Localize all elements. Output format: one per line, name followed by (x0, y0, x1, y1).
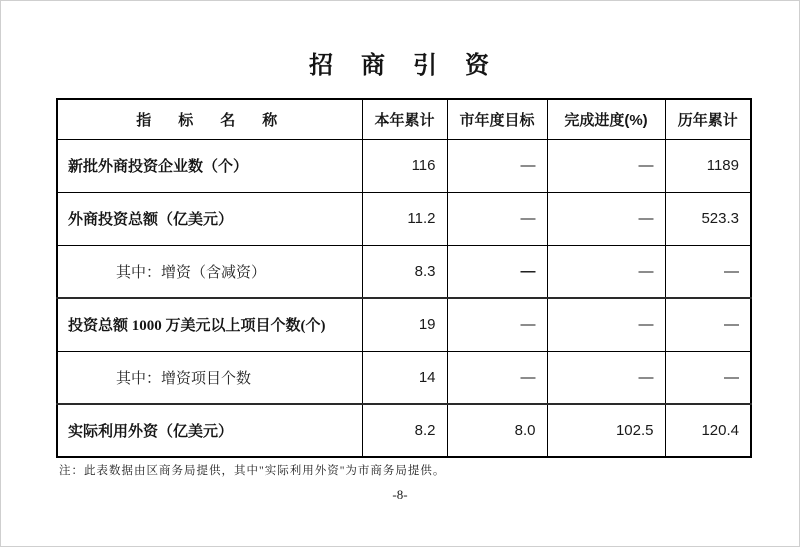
row-value: 14 (362, 351, 447, 404)
row-value: — (665, 351, 751, 404)
row-value: 102.5 (547, 404, 665, 457)
header-current-year-total: 本年累计 (362, 99, 447, 139)
row-value: — (665, 298, 751, 351)
row-label: 其中：增资项目个数 (57, 351, 362, 404)
page-title: 招 商 引 资 (309, 52, 491, 79)
row-label: 其中：增资（含减资） (57, 245, 362, 298)
table-row (57, 298, 751, 351)
row-value: — (447, 192, 547, 245)
row-value: — (665, 245, 751, 298)
row-label: 外商投资总额（亿美元） (57, 192, 362, 245)
row-label: 实际利用外资（亿美元） (57, 404, 362, 457)
header-city-annual-goal: 市年度目标 (447, 99, 547, 139)
table-row (57, 192, 751, 245)
row-value: — (447, 245, 547, 298)
table-row (57, 404, 751, 457)
row-value: 8.2 (362, 404, 447, 457)
row-value: 120.4 (665, 404, 751, 457)
row-label: 新批外商投资企业数（个） (57, 139, 362, 192)
header-indicator-name: 指 标 名 称 (57, 99, 362, 139)
row-value: — (447, 139, 547, 192)
row-label: 投资总额 1000 万美元以上项目个数(个) (57, 298, 362, 351)
row-value: 19 (362, 298, 447, 351)
row-value: — (547, 192, 665, 245)
table-row (57, 139, 751, 192)
header-completion-progress: 完成进度(%) (547, 99, 665, 139)
row-value: 8.3 (362, 245, 447, 298)
row-value: — (547, 298, 665, 351)
row-value: 8.0 (447, 404, 547, 457)
row-value: — (547, 245, 665, 298)
page-number: -8- (392, 487, 408, 502)
row-value: — (447, 351, 547, 404)
statistics-table-container (56, 98, 752, 458)
table-header-row (57, 99, 751, 139)
row-value: — (547, 139, 665, 192)
statistics-table (56, 98, 752, 458)
footnote: 注：此表数据由区商务局提供，其中"实际利用外资"为市商务局提供。 (59, 465, 446, 477)
table-row (57, 245, 751, 298)
row-value: 116 (362, 139, 447, 192)
row-value: — (547, 351, 665, 404)
table-row (57, 351, 751, 404)
row-value: — (447, 298, 547, 351)
row-value: 11.2 (362, 192, 447, 245)
row-value: 1189 (665, 139, 751, 192)
header-historical-total: 历年累计 (665, 99, 751, 139)
row-value: 523.3 (665, 192, 751, 245)
